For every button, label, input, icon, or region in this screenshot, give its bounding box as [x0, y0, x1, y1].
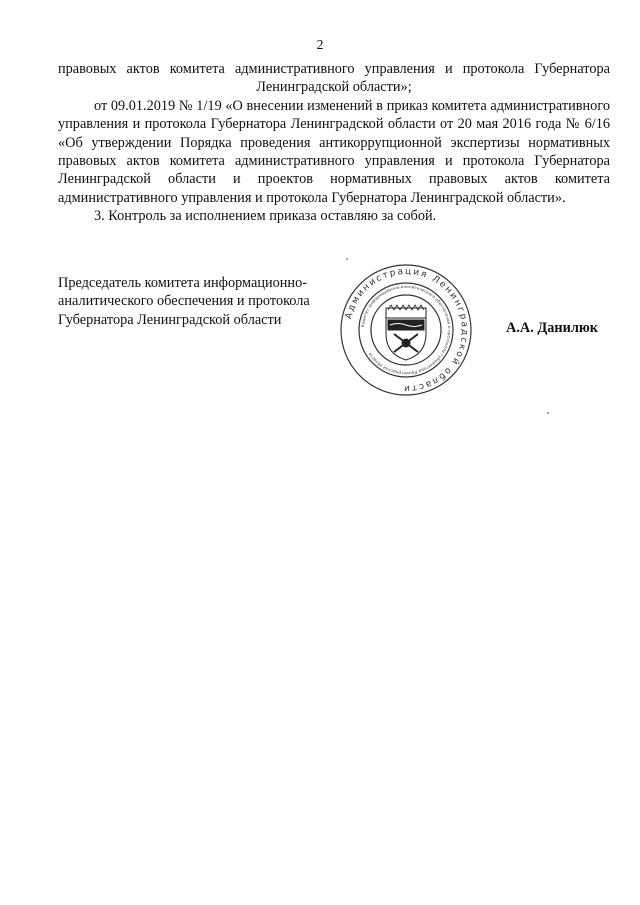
signer-title-line: аналитического обеспечения и протокола: [58, 293, 310, 310]
signer-title-line: Председатель комитета информационно-: [58, 275, 307, 291]
signature-block: [0, 262, 640, 402]
signer-title: [58, 274, 348, 329]
seal-inner-text: Комитет информационно-аналитического обеспечения и протокола Губернатора Ленинградской области: [360, 283, 453, 377]
paragraph-continuation: правовых актов комитета административного управления и протокола Губернатора: [58, 61, 610, 77]
paragraph-continuation-end: Ленинградской области»;: [256, 79, 412, 96]
seal-outer-text: Администрация Ленинградской области: [344, 266, 470, 394]
signer-title-line: Губернатора Ленинградской области: [58, 311, 282, 328]
paragraph-control: 3. Контроль за исполнением приказа оставляю за собой.: [94, 208, 437, 225]
official-seal-stamp: [338, 262, 474, 398]
paragraph-amendment: от 09.01.2019 № 1/19 «О внесении изменений в приказ комитета административного управления и протокола Губернатора Ленинградской области от 20 мая 2016 года № 6/16 «Об утверждении Порядка проведения антикоррупционной экспертизы нормативных правовых актов комитета административного управления и протокола Губернатора Ленинградской области и проектов нормативных правовых актов комитета административного управления и протокола Губернатора Ленинградской области».: [58, 97, 610, 206]
document-body: [58, 60, 610, 226]
scan-speck: [346, 258, 348, 260]
coat-of-arms-icon: [386, 305, 426, 360]
signer-name: А.А. Данилюк: [506, 320, 599, 336]
page-number: 2: [316, 38, 324, 53]
scan-speck: [547, 412, 549, 414]
